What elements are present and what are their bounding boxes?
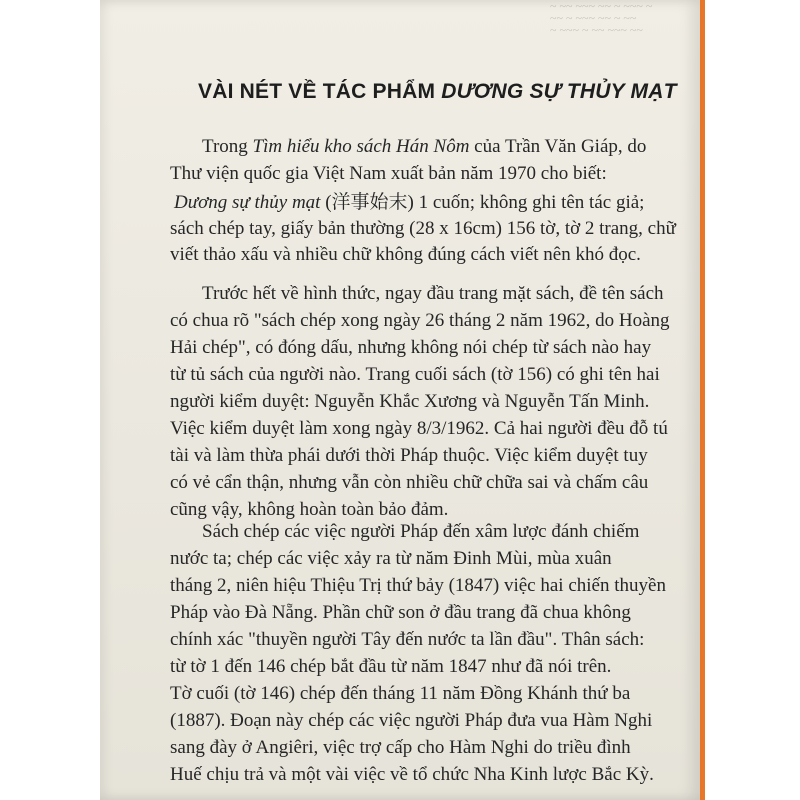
paragraph-1 [170,133,647,187]
text-line: có vẻ cẩn thận, nhưng vẫn còn nhiều chữ chữa sai và chấm câu [170,472,649,493]
paragraph-2 [170,280,670,523]
text-line: tháng 2, niên hiệu Thiệu Trị thứ bảy (1847) việc hai chiến thuyền [170,575,666,596]
paragraph-3 [170,518,666,788]
text-line: Trước hết về hình thức, ngay đầu trang mặt sách, đề tên sách [202,283,664,304]
text-line: tài và làm thừa phái dưới thời Pháp thuộc. Việc kiểm duyệt tuy [170,445,648,466]
text-line: viết thảo xấu và nhiều chữ không đúng cách viết nên khó đọc. [170,244,641,265]
text-line: Việc kiểm duyệt làm xong ngày 8/3/1962. Cả hai người đều đỗ tú [170,418,668,439]
text-line: từ tủ sách của người nào. Trang cuối sách (tờ 156) có ghi tên hai [170,364,660,385]
text-line: người kiểm duyệt: Nguyễn Khắc Xương và Nguyễn Tấn Minh. [170,391,650,412]
section-heading [198,80,677,104]
bleed-through-text: ~ ~~ ~~~ ~~ ~ ~~~ ~ ~~ ~ ~~~ ~~ ~ ~~ ~ ~~~ ~ ~~ ~~~ ~~ [550,0,653,37]
text-line: sách chép tay, giấy bản thường (28 x 16cm) 156 tờ, tờ 2 trang, chữ [170,218,676,239]
heading-title: DƯƠNG SỰ THỦY MẠT [441,80,677,103]
heading-lead: VÀI NÉT VỀ TÁC PHẨM [198,80,436,103]
text-line: nước ta; chép các việc xảy ra từ năm Đinh Mùi, mùa xuân [170,548,612,569]
text-line: cũng vậy, không hoàn toàn bảo đảm. [170,499,449,520]
text-line: Huế chịu trả và một vài việc về tổ chức Nha Kinh lược Bắc Kỳ. [170,764,654,785]
background-surface [705,0,800,800]
quoted-catalog-entry [170,190,676,268]
text-line: Thư viện quốc gia Việt Nam xuất bản năm 1970 cho biết: [170,163,607,184]
text-line: có chua rõ "sách chép xong ngày 26 tháng 2 năm 1962, do Hoàng [170,310,670,331]
text-line: chính xác "thuyền người Tây đến nước ta lần đầu". Thân sách: [170,629,645,650]
text-line: Tờ cuối (tờ 146) chép đến tháng 11 năm Đồng Khánh thứ ba [170,683,631,704]
text-line: Pháp vào Đà Nẵng. Phần chữ son ở đầu trang đã chua không [170,602,631,623]
text-line: sang đày ở Angiêri, việc trợ cấp cho Hàm Nghi do triều đình [170,737,631,758]
text-line: Sách chép các việc người Pháp đến xâm lược đánh chiếm [202,521,640,542]
text-line: Hải chép", có đóng dấu, nhưng không nói chép từ sách nào hay [170,337,652,358]
text-line: từ tờ 1 đến 146 chép bắt đầu từ năm 1847 như đã nói trên. [170,656,612,677]
text-line: (1887). Đoạn này chép các việc người Pháp đưa vua Hàm Nghi [170,710,653,731]
text-line: Dương sự thủy mạt (洋事始末) 1 cuốn; không ghi tên tác giả; [174,192,645,213]
book-page [100,0,700,800]
text-line: Trong Tìm hiểu kho sách Hán Nôm của Trần Văn Giáp, do [202,136,647,157]
